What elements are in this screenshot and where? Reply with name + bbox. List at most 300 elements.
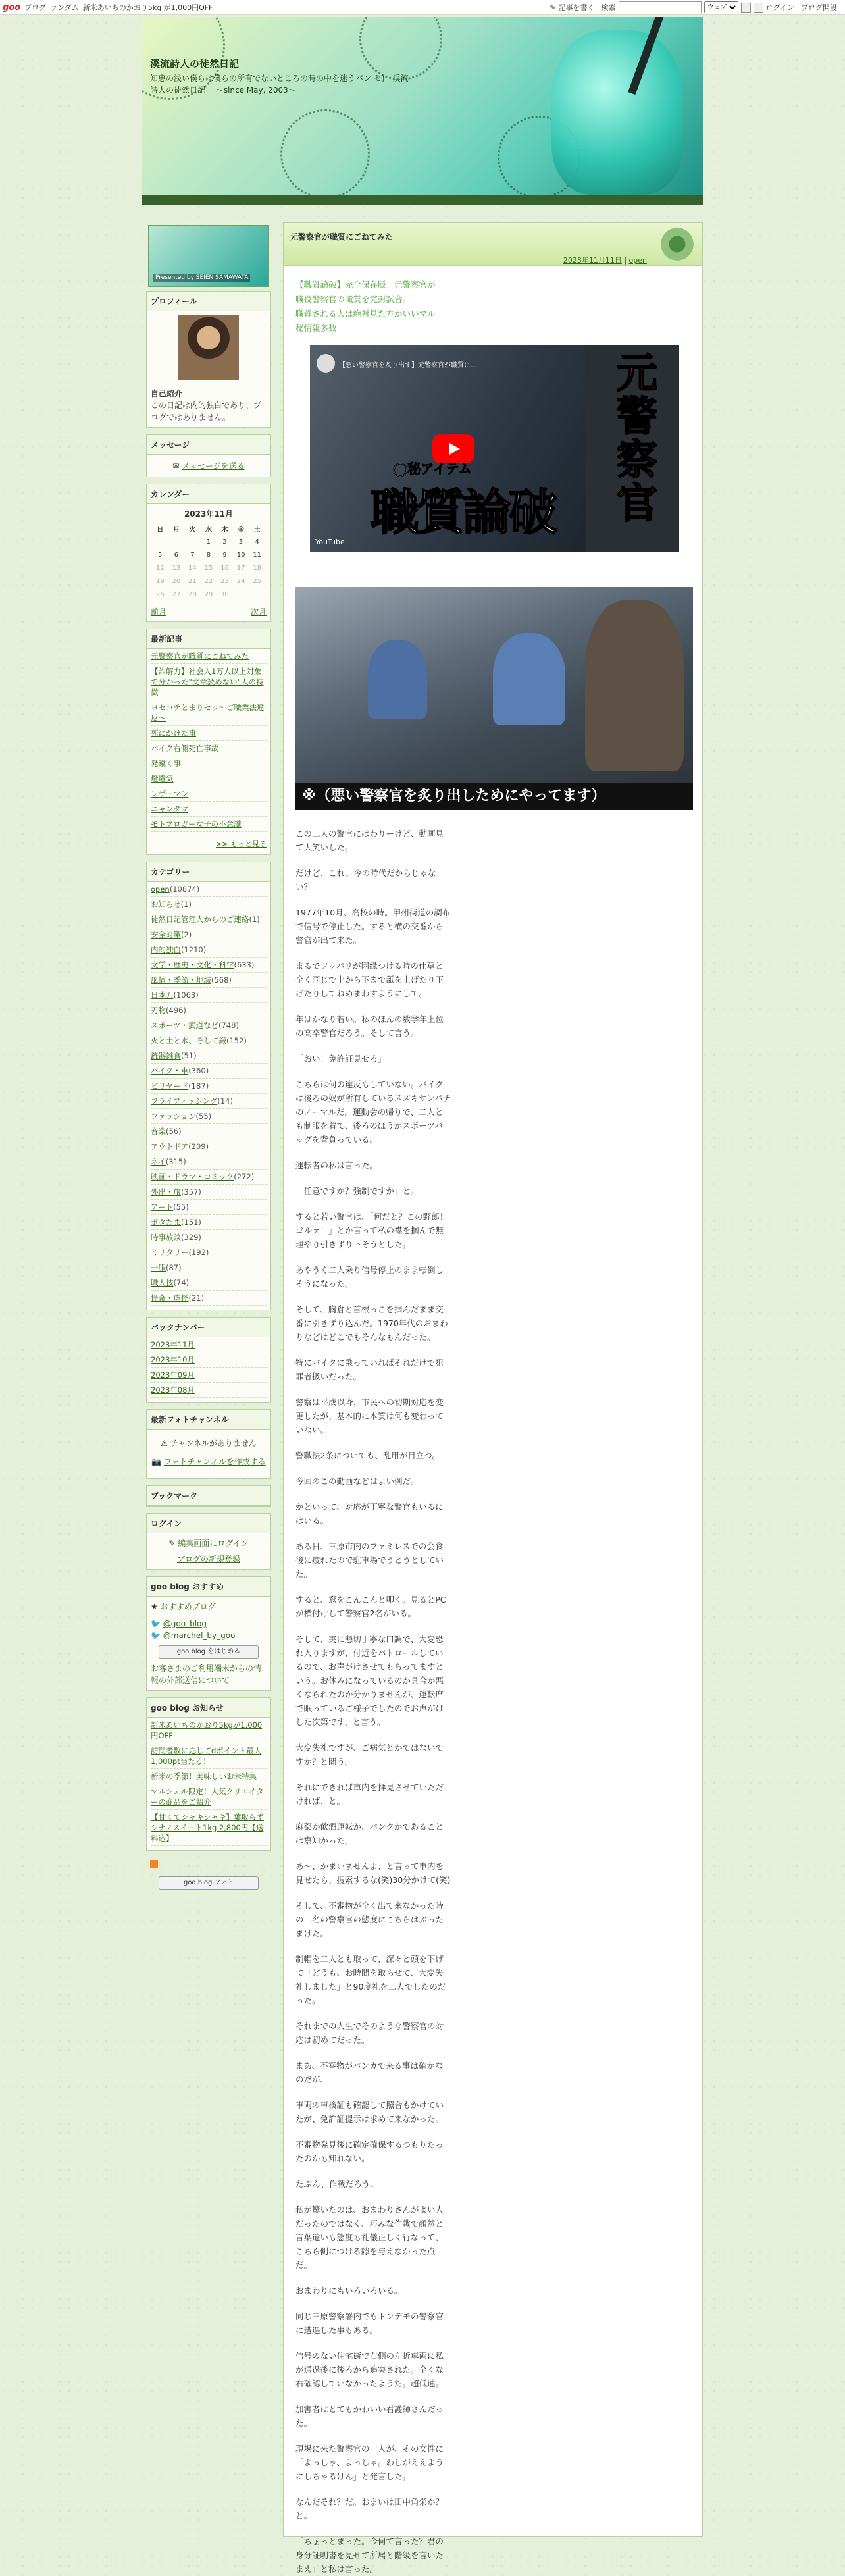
calendar-day bbox=[184, 535, 201, 548]
category-item bbox=[151, 1064, 267, 1079]
category-item bbox=[151, 1260, 267, 1275]
notice-heading: goo blog お知らせ bbox=[147, 1698, 270, 1718]
entry-paragraph: 「ちょっとまった。今何て言った？君の身分証明書を見せて所属と階級を言いたまえ」と私は言った。 bbox=[295, 2537, 444, 2574]
bookmark-heading: ブックマーク bbox=[147, 1486, 270, 1506]
message-box bbox=[146, 434, 271, 477]
entry-meta: 2023年11月11日 | open bbox=[563, 256, 647, 265]
intro-title: 自己紹介 bbox=[151, 389, 183, 398]
entry-paragraph: 警職法2条についても、乱用が目立つ。 bbox=[295, 1451, 440, 1460]
calendar-month: 2023年11月 bbox=[184, 509, 234, 519]
weekday: 土 bbox=[253, 526, 261, 534]
recent-item bbox=[151, 756, 267, 771]
category-link[interactable]: ミリタリー bbox=[151, 1248, 189, 1257]
calendar-day[interactable]: 26 bbox=[155, 590, 165, 598]
category-count: (14) bbox=[217, 1096, 233, 1106]
send-message-link[interactable]: メッセージを送る bbox=[182, 461, 245, 471]
goo-logo[interactable]: goo bbox=[3, 2, 21, 13]
start-blog-button[interactable]: goo blog をはじめる bbox=[159, 1645, 259, 1659]
calendar-day[interactable]: 27 bbox=[172, 590, 181, 598]
calendar-day[interactable]: 11 bbox=[253, 551, 262, 559]
profile-heading: プロフィール bbox=[147, 292, 270, 311]
category-count: (568) bbox=[211, 975, 232, 985]
category-count: (1210) bbox=[181, 945, 207, 954]
entry-paragraph: すると若い警官は、「何だと？この野郎！ゴルァ！」とか言って私の襟を掴んで無理やり引きずり下そうとした。 bbox=[295, 1212, 448, 1249]
entry-paragraph: 「任意ですか？強制ですか」と。 bbox=[295, 1186, 419, 1196]
open-blog-link[interactable]: ブログ開設 bbox=[801, 3, 837, 12]
notice-item bbox=[151, 1784, 267, 1810]
recent-list bbox=[147, 649, 270, 836]
category-item bbox=[151, 897, 267, 912]
category-count: (187) bbox=[188, 1081, 209, 1091]
entry-paragraph: だけど、これ、今の時代だからじゃない？ bbox=[295, 868, 436, 892]
category-item bbox=[151, 1033, 267, 1048]
category-item bbox=[151, 973, 267, 988]
entry-paragraph: 制帽を二人とも取って、深々と頭を下げて「どうも、お時間を取らせて、大変失礼しました」と90度礼を二人でしたのだった。 bbox=[295, 1954, 446, 2005]
calendar-day[interactable]: 22 bbox=[204, 577, 213, 585]
notice-item-link[interactable]: 訪問者数に応じてdポイント最大1,000pt当たる！ bbox=[151, 1746, 262, 1766]
sidebar-banner bbox=[148, 225, 269, 287]
category-count: (152) bbox=[226, 1036, 247, 1045]
calendar-day[interactable]: 21 bbox=[188, 577, 197, 585]
calendar-day[interactable]: 19 bbox=[155, 577, 165, 585]
category-item bbox=[151, 1245, 267, 1260]
calendar-day[interactable]: 6 bbox=[174, 551, 179, 559]
rss-icon[interactable] bbox=[150, 1860, 158, 1868]
video-vertical-caption: 元警察官 bbox=[616, 349, 657, 527]
recent-item-link[interactable]: 燈燈気 bbox=[151, 774, 174, 783]
calendar-day bbox=[233, 588, 249, 601]
category-link[interactable]: 刃物 bbox=[151, 1006, 166, 1015]
recent-item bbox=[151, 726, 267, 741]
recent-item bbox=[151, 649, 267, 664]
category-link[interactable]: 一服 bbox=[151, 1263, 166, 1272]
video-title[interactable]: 【悪い警察官を炙り出す】元警察官が職質に... bbox=[339, 362, 477, 369]
weekday: 月 bbox=[172, 526, 180, 534]
entry-paragraph: そして、不審物が全く出て来なかった時の二名の警察官の態度にこちらはぶったまげた。 bbox=[295, 1901, 444, 1938]
blog-title[interactable]: 溪流詩人の徒然日記 bbox=[150, 58, 240, 70]
backnumber-item-link[interactable]: 2023年11月 bbox=[151, 1340, 195, 1349]
pencil-icon: ✎ bbox=[168, 1539, 176, 1548]
category-link[interactable]: 職人技 bbox=[151, 1278, 174, 1287]
entry-date-link[interactable]: 2023年11月11日 bbox=[563, 256, 622, 265]
search-label: 検索 bbox=[601, 3, 616, 12]
category-link[interactable]: 火と土と水、そして鍛 bbox=[151, 1036, 226, 1045]
notice-item-link[interactable]: マルシェル限定！人気クリエイターの商品をご紹介 bbox=[151, 1787, 264, 1807]
search-scope-select[interactable] bbox=[704, 1, 738, 13]
channel-avatar bbox=[317, 354, 335, 373]
recent-item bbox=[151, 741, 267, 756]
calendar-day[interactable]: 25 bbox=[253, 577, 262, 585]
category-count: (55) bbox=[195, 1112, 212, 1121]
calendar-weekdays bbox=[152, 522, 265, 535]
entry-paragraph: かといって、対応が丁寧な警官もいるにはいる。 bbox=[295, 1502, 444, 1526]
sidebar bbox=[146, 225, 271, 1893]
lead-line: 職質される人は絶対見た方がいいマル bbox=[295, 309, 436, 319]
category-link[interactable]: バイク・車 bbox=[151, 1066, 189, 1075]
calendar-day[interactable]: 13 bbox=[172, 564, 181, 572]
topbar-right bbox=[550, 1, 841, 13]
weekday: 日 bbox=[157, 526, 164, 534]
category-count: (357) bbox=[181, 1187, 201, 1197]
calendar-week bbox=[152, 561, 265, 575]
camera-icon: 📷 bbox=[151, 1457, 162, 1466]
category-item bbox=[151, 1003, 267, 1018]
message-heading: メッセージ bbox=[147, 435, 270, 455]
calendar-week bbox=[152, 588, 265, 601]
calendar-week bbox=[152, 535, 265, 548]
category-item bbox=[151, 1079, 267, 1094]
entry-category-link[interactable]: open bbox=[628, 256, 647, 265]
calendar-day bbox=[152, 535, 168, 548]
calendar-day[interactable]: 23 bbox=[220, 577, 229, 585]
calendar-week bbox=[152, 575, 265, 588]
search-input[interactable] bbox=[619, 1, 702, 13]
entry-paragraph: そして、実に懇切丁寧な口調で、大変恐れ入りますが、付近をパトロールしているので、お声がけさせてもらってますという。お休みになっているのか具合が悪くなられたのか分かりませんが、運転席で眠っているご様子でしたのでお声がけした次第です、と言う。 bbox=[295, 1634, 444, 1727]
category-list bbox=[147, 882, 270, 1310]
category-count: (151) bbox=[181, 1218, 201, 1227]
category-item bbox=[151, 912, 267, 927]
lead-line: 【職質論破】完全保存版！元警察官が bbox=[295, 280, 436, 290]
warning-icon: ⚠ bbox=[161, 1439, 168, 1448]
weekday: 金 bbox=[238, 526, 245, 534]
entry-paragraph: 現場に来た警察官の一人が、その女性に「よっしゃ、よっしゃ。わしがええようにしちゃるけん」と発言した。 bbox=[295, 2444, 444, 2481]
category-link[interactable]: ネイ bbox=[151, 1157, 166, 1166]
category-item bbox=[151, 1048, 267, 1064]
category-count: (496) bbox=[166, 1006, 186, 1015]
calendar-day[interactable]: 3 bbox=[238, 538, 243, 546]
category-link[interactable]: 日本刀 bbox=[151, 991, 174, 1000]
category-link[interactable]: 安全対策 bbox=[151, 930, 181, 939]
lace-ornament bbox=[280, 109, 370, 199]
category-item bbox=[151, 958, 267, 973]
calendar-box bbox=[146, 484, 271, 622]
recent-item bbox=[151, 771, 267, 786]
recent-item bbox=[151, 786, 267, 802]
entry-paragraph: 「おい！免許証見せろ」 bbox=[295, 1054, 386, 1064]
entry-paragraph: 運転者の私は言った。 bbox=[295, 1160, 378, 1170]
calendar-day[interactable]: 29 bbox=[204, 590, 213, 598]
entry-paragraph: 警察は平成以降、市民への初期対応を変更したが、基本的に本質は何も変わっていない。 bbox=[295, 1397, 444, 1435]
entry-paragraph: 今回のこの動画などはよい例だ。 bbox=[295, 1476, 419, 1486]
recent-item-link[interactable]: ニャンタマ bbox=[151, 804, 189, 813]
entry-paragraph: すると、窓をこんこんと叩く。見るとPCが横付けして警察官2名がいる。 bbox=[295, 1595, 446, 1618]
calendar-day[interactable]: 5 bbox=[158, 551, 163, 559]
twitter-marchel-link[interactable]: @marchel_by_goo bbox=[163, 1631, 236, 1640]
entry-paragraph: それにできれば車内を拝見させていただければ、と。 bbox=[295, 1782, 444, 1806]
recent-item-link[interactable]: 死にかけた事 bbox=[151, 729, 196, 738]
photo-caption: ※（悪い警察官を炙り出しためにやってます） bbox=[295, 783, 693, 810]
blog-header bbox=[142, 17, 703, 205]
category-link[interactable]: 内的独白 bbox=[151, 945, 181, 954]
category-link[interactable]: 風情・季節・地域 bbox=[151, 975, 211, 985]
weekday: 火 bbox=[189, 526, 196, 534]
category-link[interactable]: アート bbox=[151, 1202, 174, 1212]
category-item bbox=[151, 1215, 267, 1230]
recent-item bbox=[151, 802, 267, 817]
category-link[interactable]: 銃器雑食 bbox=[151, 1051, 181, 1060]
calendar-day[interactable]: 10 bbox=[236, 551, 245, 559]
entry-paragraph: この二人の警官にはわりーけど、動画見て大笑いした。 bbox=[295, 829, 444, 852]
category-count: (209) bbox=[188, 1142, 209, 1151]
category-heading: カテゴリー bbox=[147, 862, 270, 882]
highlight-char: 論 bbox=[463, 484, 509, 541]
entry-title[interactable]: 元警察官が職質にごねてみた bbox=[290, 232, 393, 242]
entry-paragraph: 年はかなり若い。私のほんの数学年上位の高卒警官だろう。そして言う。 bbox=[295, 1014, 444, 1038]
police-officer-figure bbox=[368, 640, 427, 719]
calendar-day[interactable]: 2 bbox=[222, 538, 227, 546]
category-link[interactable]: ビリヤード bbox=[151, 1081, 189, 1091]
entry-paragraph: なんだそれ？だ。おまいは田中角栄か？と。 bbox=[295, 2497, 444, 2521]
recent-box bbox=[146, 629, 271, 855]
category-box bbox=[146, 862, 271, 1310]
banner-caption: Presented by SEIEN SAMAWATA bbox=[153, 274, 250, 282]
notice-item bbox=[151, 1718, 267, 1743]
write-article-link[interactable]: 記事を書く bbox=[558, 3, 595, 12]
twitter-goo-blog-link[interactable]: @goo_blog bbox=[163, 1619, 207, 1628]
category-count: (272) bbox=[234, 1172, 255, 1181]
profile-avatar bbox=[178, 315, 239, 380]
edit-login-link[interactable]: 編集画面にログイン bbox=[178, 1539, 249, 1548]
entry-paragraph: 麻薬か飲酒運転か、パンクかであることは察知かった。 bbox=[295, 1822, 444, 1845]
entry-paragraph: まあ、不審物がバンカで来る事は確かなのだが、 bbox=[295, 2061, 444, 2084]
category-link[interactable]: 怪奇・虐怪 bbox=[151, 1293, 189, 1302]
entry-paragraph: こちらは何の違反もしていない。バイクは後ろの奴が所有しているスズキサンパチのノーマルだ。運動会の帰りで、二人とも制服を着て、後ろのほうがスポーツバッグを背負っている。 bbox=[295, 1079, 451, 1145]
entry-paragraph: 車両の車検証も確認して照合もかけていたが、免許証提示は求めて来なかった。 bbox=[295, 2100, 444, 2124]
calendar-day[interactable]: 12 bbox=[155, 564, 165, 572]
photo-channel-heading: 最新フォトチャンネル bbox=[147, 1410, 270, 1430]
category-count: (56) bbox=[166, 1127, 182, 1136]
category-link[interactable]: 時事放談 bbox=[151, 1233, 181, 1242]
category-item bbox=[151, 1139, 267, 1154]
entry-paragraph: そして、胸倉と首根っこを掴んだまま交番に引きずり込んだ。1970年代のおまわりなどはどこでもそんなもんだった。 bbox=[295, 1304, 448, 1342]
category-count: (87) bbox=[166, 1263, 182, 1272]
mail-icon: ✉ bbox=[172, 461, 180, 471]
category-count: (2) bbox=[181, 930, 192, 939]
category-item bbox=[151, 1124, 267, 1139]
category-item bbox=[151, 1185, 267, 1200]
category-item bbox=[151, 988, 267, 1003]
lace-ornament bbox=[359, 17, 442, 80]
calendar-next-link[interactable]: 次月 bbox=[250, 607, 267, 617]
backnumber-item bbox=[151, 1368, 267, 1383]
video-item-caption: ◯秘アイテム bbox=[393, 461, 472, 477]
backnumber-item-link[interactable]: 2023年09月 bbox=[151, 1370, 195, 1379]
calendar-day[interactable]: 24 bbox=[236, 577, 245, 585]
no-channel-text: チャンネルがありません bbox=[170, 1439, 257, 1448]
recent-item-link[interactable]: レザーマン bbox=[151, 789, 189, 798]
weekday: 水 bbox=[205, 526, 212, 534]
backnumber-item bbox=[151, 1352, 267, 1368]
entry-paragraph: 1977年10月、高校の時。甲州街道の調布で信号で停止した。すると横の交番から警官が出て来た。 bbox=[295, 908, 451, 945]
category-item bbox=[151, 1109, 267, 1124]
recent-item-link[interactable]: モトブロガー女子の不意識 bbox=[151, 819, 242, 829]
category-count: (315) bbox=[165, 1157, 186, 1166]
notice-item-link[interactable]: 新米あいちのかおり5kgが1,000円OFF bbox=[151, 1720, 263, 1740]
main-content bbox=[283, 222, 703, 2574]
entry-paragraph: まるでツッパリが因縁つける時の仕草と全く同じで上から下まで舐を上げたり下げたりしてねめまわすようにして。 bbox=[295, 961, 444, 998]
calendar-day[interactable]: 15 bbox=[204, 564, 213, 572]
entry-paragraph: 大変失礼ですが、ご病気とかではないですか？と問う。 bbox=[295, 1743, 444, 1766]
calendar-day[interactable]: 18 bbox=[253, 564, 262, 572]
calendar-day[interactable]: 14 bbox=[188, 564, 197, 572]
category-item bbox=[151, 1094, 267, 1109]
category-count: (51) bbox=[181, 1051, 197, 1060]
recent-item bbox=[151, 817, 267, 832]
recommend-box bbox=[146, 1576, 271, 1691]
category-count: (74) bbox=[173, 1278, 190, 1287]
category-count: (748) bbox=[218, 1021, 239, 1030]
topbar-link-random[interactable]: ランダム bbox=[50, 3, 79, 12]
recommend-blog-link[interactable]: おすすめブログ bbox=[160, 1602, 216, 1611]
category-count: (1) bbox=[249, 915, 260, 924]
category-link[interactable]: 徒然日記管理人からのご連絡 bbox=[151, 915, 249, 924]
category-item bbox=[151, 882, 267, 897]
weekday: 木 bbox=[221, 526, 228, 534]
category-count: (21) bbox=[188, 1293, 205, 1302]
youtube-logo[interactable]: YouTube bbox=[315, 538, 345, 546]
category-link[interactable]: 映画・ドラマ・コミック bbox=[151, 1172, 234, 1181]
category-item bbox=[151, 1230, 267, 1245]
notice-item-link[interactable]: 【甘くてシャキシャキ】葉取らずシナノスイート1kg 2,800円【送料込】 bbox=[151, 1813, 264, 1843]
calendar-day[interactable]: 7 bbox=[190, 551, 195, 559]
entry-paragraph: 加害者はとてもかわいい看護師さんだった。 bbox=[295, 2404, 444, 2428]
blog-subtitle: 知恵の浅い僕らは僕らの所有でないところの時の中を迷うパン セ) 渓流詩人の徒然日記 〜since May, 2003〜 bbox=[150, 74, 409, 95]
entry-paragraph: おまわりにもいろいろいる。 bbox=[295, 2286, 403, 2296]
category-link[interactable]: ファッション bbox=[151, 1112, 196, 1121]
entry-body bbox=[284, 266, 702, 2576]
header-band bbox=[142, 195, 703, 205]
search-button[interactable] bbox=[741, 3, 751, 13]
entry-lead bbox=[295, 278, 690, 336]
category-count: (10874) bbox=[169, 885, 200, 894]
calendar-day[interactable]: 28 bbox=[188, 590, 197, 598]
police-officer-figure bbox=[493, 633, 565, 725]
video-main-caption: 職質論破 bbox=[371, 484, 555, 541]
category-count: (360) bbox=[188, 1066, 209, 1075]
recent-item-link[interactable]: ヨセコテとまりセッ〜ご職業法違反〜 bbox=[151, 703, 265, 723]
login-link[interactable]: ログイン bbox=[765, 3, 794, 12]
entry-paragraph: たぶん、作戦だろう。 bbox=[295, 2179, 378, 2189]
category-link[interactable]: フライフィッシング bbox=[151, 1096, 218, 1106]
entry-paragraph: あ〜、かまいませんよ、と言って車内を見せたら、捜索するな(笑)30分かけて(笑) bbox=[295, 1861, 451, 1885]
leaf-ornament-icon bbox=[657, 226, 697, 263]
calendar-day bbox=[168, 535, 185, 548]
category-item bbox=[151, 927, 267, 942]
signup-link[interactable]: ブログの新規登録 bbox=[176, 1555, 240, 1564]
category-link[interactable]: 音楽 bbox=[151, 1127, 166, 1136]
entry-photo bbox=[295, 587, 693, 810]
entry-paragraph: 不審物発見後に確定確保するつもりだったのかも知れない。 bbox=[295, 2140, 444, 2163]
category-link[interactable]: 外出・旅 bbox=[151, 1187, 181, 1197]
calendar-day[interactable]: 20 bbox=[172, 577, 181, 585]
notice-box bbox=[146, 1697, 271, 1851]
category-item bbox=[151, 1275, 267, 1291]
recent-item-link[interactable]: バイク右側死亡事故 bbox=[151, 744, 219, 753]
entry-header bbox=[284, 223, 702, 266]
calendar-prev-link[interactable]: 前月 bbox=[151, 607, 167, 617]
backnumber-item-link[interactable]: 2023年08月 bbox=[151, 1385, 195, 1395]
topbar-promo-link[interactable]: 新米あいちのかおり5kg が1,000円OFF bbox=[82, 3, 213, 12]
notice-item bbox=[151, 1769, 267, 1784]
lead-line: 職役警察官の職質を完封試合。 bbox=[295, 294, 411, 304]
recent-item-link[interactable]: 【詐解力】社会人1万人以上対象で分かった"文章読めない"人の特徴 bbox=[151, 667, 264, 697]
pencil-icon: ✎ bbox=[550, 3, 556, 12]
category-item bbox=[151, 942, 267, 958]
category-link[interactable]: アウトドア bbox=[151, 1142, 189, 1151]
backnumber-heading: バックナンバー bbox=[147, 1318, 270, 1337]
category-item bbox=[151, 1018, 267, 1033]
category-link[interactable]: open bbox=[151, 885, 170, 894]
notice-item bbox=[151, 1743, 267, 1769]
bookmark-box bbox=[146, 1485, 271, 1507]
entry-paragraph: 同じ三原警察署内でもトンデモの警察官に遭遇した事もある。 bbox=[295, 2311, 444, 2335]
login-box bbox=[146, 1513, 271, 1570]
man-figure bbox=[585, 600, 684, 771]
calendar-day[interactable]: 9 bbox=[222, 551, 227, 559]
entry-paragraph: 信号のない住宅街で右側の左折車両に私が通過後に後ろから追突された。全くな右確認していなかったようだ。超低速。 bbox=[295, 2351, 444, 2388]
notice-item-link[interactable]: 新米の季節！美味しいお米特集 bbox=[151, 1772, 257, 1781]
category-count: (192) bbox=[188, 1248, 209, 1257]
lead-line: 秘情報多数 bbox=[295, 323, 337, 333]
category-count: (1063) bbox=[173, 991, 199, 1000]
category-item bbox=[151, 1200, 267, 1215]
backnumber-item bbox=[151, 1383, 267, 1398]
login-heading: ログイン bbox=[147, 1514, 270, 1533]
category-link[interactable]: スポーツ・武道など bbox=[151, 1021, 219, 1030]
calendar-day[interactable]: 8 bbox=[206, 551, 211, 559]
top-bar bbox=[0, 0, 845, 15]
calendar-heading: カレンダー bbox=[147, 484, 270, 504]
goo-photo-button[interactable]: goo blog フォト bbox=[159, 1876, 259, 1890]
twitter-icon: 🐦 bbox=[151, 1631, 161, 1640]
recent-item bbox=[151, 664, 267, 700]
entry-paragraph: あやうく二人乗り信号停止のまま転倒しそうになった。 bbox=[295, 1265, 444, 1289]
notice-item bbox=[151, 1810, 267, 1846]
twitter-icon: 🐦 bbox=[151, 1619, 161, 1628]
backnumber-item bbox=[151, 1337, 267, 1352]
topbar-link-blog[interactable]: ブログ bbox=[24, 3, 47, 12]
category-count: (633) bbox=[234, 960, 255, 969]
calendar-day[interactable]: 1 bbox=[206, 538, 211, 546]
notice-list bbox=[147, 1718, 270, 1850]
category-link[interactable]: 文学・歴史・文化・科学 bbox=[151, 960, 234, 969]
calendar-day[interactable]: 17 bbox=[236, 564, 245, 572]
backnumber-item-link[interactable]: 2023年10月 bbox=[151, 1355, 195, 1364]
calendar-day bbox=[249, 588, 265, 601]
recent-item-link[interactable]: 元警察官が職質にごねてみた bbox=[151, 652, 249, 661]
youtube-embed[interactable] bbox=[310, 345, 679, 552]
category-count: (55) bbox=[173, 1202, 189, 1212]
profile-box bbox=[146, 291, 271, 428]
recent-item bbox=[151, 700, 267, 726]
recent-heading: 最新記事 bbox=[147, 629, 270, 649]
create-channel-link[interactable]: フォトチャンネルを作成する bbox=[164, 1457, 266, 1466]
category-item bbox=[151, 1291, 267, 1306]
external-info-link[interactable]: お客さまのご利用端末からの情報の外部送信について bbox=[151, 1664, 262, 1685]
entry-text bbox=[295, 827, 690, 2576]
calendar-day[interactable]: 30 bbox=[220, 590, 229, 598]
entry-paragraph: ある日、三原市内のファミレスでの会食後に疲れたので駐車場でうとうとしていた。 bbox=[295, 1541, 444, 1579]
category-link[interactable]: お知らせ bbox=[151, 900, 181, 909]
recent-item-link[interactable]: 発蹴く事 bbox=[151, 759, 181, 768]
category-link[interactable]: ボタたま bbox=[151, 1218, 181, 1227]
category-count: (329) bbox=[181, 1233, 201, 1242]
category-count: (1) bbox=[180, 900, 192, 909]
recent-more-link[interactable]: >> もっと見る bbox=[216, 840, 267, 848]
calendar-day[interactable]: 4 bbox=[255, 538, 259, 546]
calendar-day[interactable]: 16 bbox=[220, 564, 229, 572]
category-item bbox=[151, 1154, 267, 1170]
